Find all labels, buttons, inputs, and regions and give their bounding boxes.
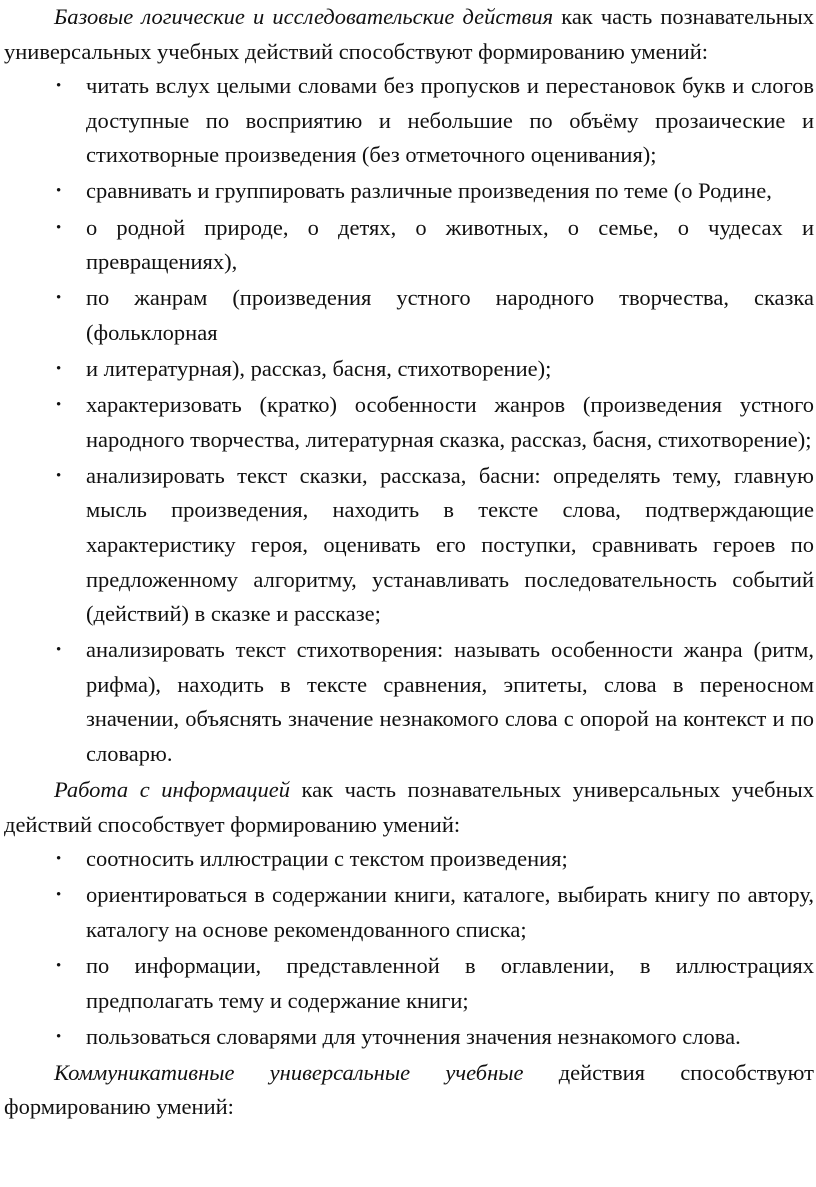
list-item-text: сравнивать и группировать различные произведения по теме (о Родине, [86,178,772,204]
bullet-icon: • [56,183,62,200]
section-1-heading: Базовые логические и исследовательские действия [54,4,554,29]
list-item-text: соотносить иллюстрации с текстом произведения; [86,846,568,872]
section-2-heading: Работа с информацией [54,777,291,803]
section-2-list [4,842,814,1054]
bullet-icon: • [56,851,62,868]
list-item [4,1020,814,1055]
list-item [4,281,814,350]
bullet-icon: • [56,360,62,377]
bullet-icon: • [56,78,62,95]
list-item-text: читать вслух целыми словами без пропусков и перестановок букв и слогов доступные по восприятию и небольшие по объёму прозаические и стихотворные произведения (без отметочного оценивания); [86,73,814,168]
section-3-intro [4,1056,814,1125]
section-1-intro-text: как часть познавательных универсальных учебных действий способствуют формированию умений: [4,4,815,64]
list-item [4,633,814,771]
section-2-intro-text: как часть познавательных универсальных учебных действий способствует формированию умений: [4,777,815,837]
bullet-icon: • [56,290,62,307]
list-item-text: характеризовать (кратко) особенности жанров (произведения устного народного творчества, литературная сказка, рассказ, басня, стихотворение); [86,392,814,452]
list-item-text: о родной природе, о детях, о животных, о семье, о чудесах и превращениях), [86,214,814,275]
section-1-list [4,69,814,771]
bullet-icon: • [56,642,62,659]
bullet-icon: • [56,219,62,236]
list-item [4,174,814,209]
list-item-text: по информации, представленной в оглавлении, в иллюстрациях предполагать тему и содержание книги; [86,953,814,1013]
list-item-text: по жанрам (произведения устного народного творчества, сказка (фольклорная [86,285,814,345]
list-item-text: и литературная), рассказ, басня, стихотворение); [86,355,552,381]
list-item-text: анализировать текст сказки, рассказа, басни: определять тему, главную мысль произведения, находить в тексте слова, подтверждающие характеристику героя, оценивать его поступки, сравнивать героев по предложенному алгоритму, устанавливать последовательность событий (действий) в сказке и рассказе; [86,462,814,627]
list-item-text: пользоваться словарями для уточнения значения незнакомого слова. [86,1023,741,1049]
list-item [4,842,814,877]
section-1-intro [4,0,814,69]
list-item-text: анализировать текст стихотворения: называть особенности жанра (ритм, рифма), находить в тексте сравнения, эпитеты, слова в переносном значении, объяснять значение незнакомого слова с опорой на контекст и по словарю. [86,637,814,766]
list-item [4,949,814,1018]
section-3-intro-text: действия способствуют формированию умений: [4,1059,814,1120]
bullet-icon: • [56,887,62,904]
list-item [4,459,814,632]
list-item-text: ориентироваться в содержании книги, каталоге, выбирать книгу по автору, каталогу на основе рекомендованного списка; [86,882,814,942]
list-item [4,352,814,387]
list-item [4,211,814,280]
bullet-icon: • [56,467,62,484]
bullet-icon: • [56,397,62,414]
list-item [4,69,814,173]
bullet-icon: • [56,958,62,975]
list-item [4,878,814,947]
bullet-icon: • [56,1028,62,1045]
section-3-heading: Коммуникативные универсальные учебные [54,1059,524,1085]
section-2-intro [4,773,814,842]
list-item [4,388,814,457]
document-page [4,0,814,1125]
